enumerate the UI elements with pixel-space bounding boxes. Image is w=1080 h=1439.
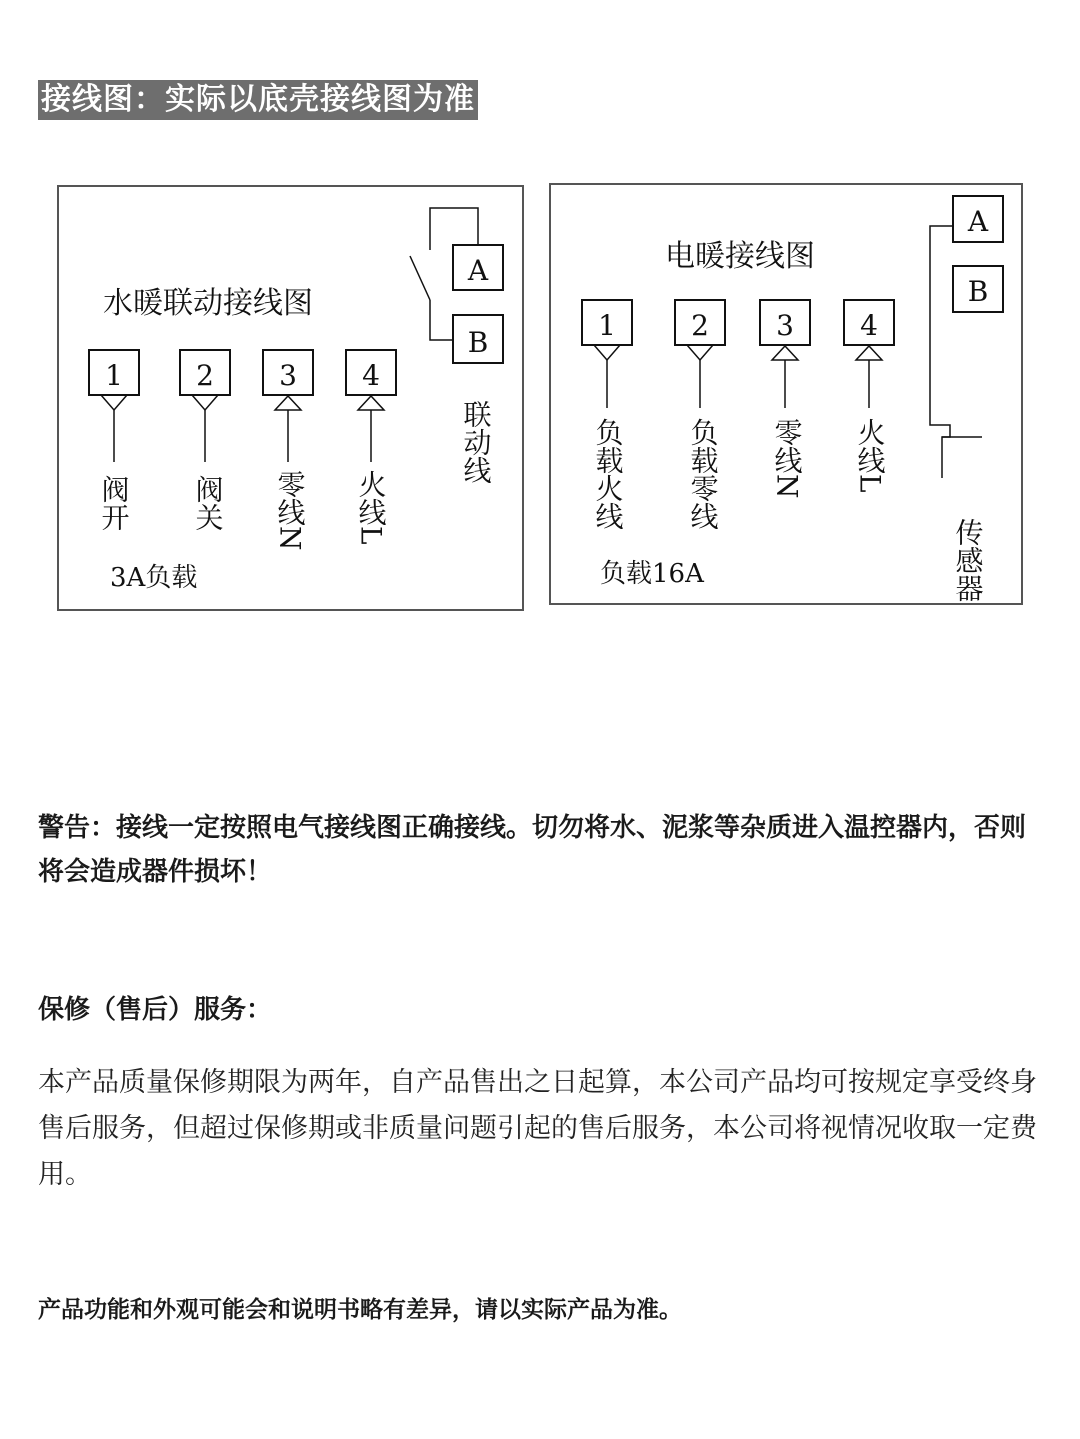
right-terminal-1 — [582, 300, 632, 408]
right-diagram-title: 电暖接线图 — [665, 239, 815, 274]
right-terminal-2 — [675, 300, 725, 408]
left-terminal-3 — [263, 350, 313, 462]
warranty-title: 保修（售后）服务： — [38, 995, 273, 1025]
svg-text:B: B — [967, 275, 989, 308]
left-label-valve-open: 阀开 — [97, 475, 131, 531]
svg-text:1: 1 — [105, 359, 123, 392]
right-label-live: 火线L — [853, 418, 887, 493]
left-load-label: 3A负载 — [110, 563, 198, 593]
footer-note: 产品功能和外观可能会和说明书略有差异，请以实际产品为准。 — [38, 1297, 682, 1323]
left-terminal-4 — [346, 350, 396, 462]
svg-text:B: B — [467, 326, 489, 359]
sensor-probe-icon — [930, 226, 982, 478]
wiring-diagrams — [0, 0, 1080, 640]
right-sensor-terminal-b — [953, 266, 1003, 312]
left-terminal-1 — [89, 350, 139, 462]
svg-text:2: 2 — [196, 359, 214, 392]
page-heading: 接线图：实际以底壳接线图为准 — [38, 80, 478, 120]
right-label-load-neutral: 负载零线 — [686, 418, 720, 530]
svg-text:2: 2 — [691, 309, 709, 342]
left-diagram-title: 水暖联动接线图 — [103, 286, 313, 321]
right-wiring-diagram — [550, 184, 1022, 604]
svg-text:4: 4 — [860, 309, 878, 342]
warranty-body: 本产品质量保修期限为两年，自产品售出之日起算，本公司产品均可按规定享受终身售后服务，但超过保修期或非质量问题引起的售后服务，本公司将视情况收取一定费用。 — [38, 1067, 1037, 1190]
right-sensor-terminal-a — [953, 196, 1003, 242]
svg-text:A: A — [467, 254, 489, 287]
svg-text:A: A — [967, 205, 989, 238]
left-label-valve-close: 阀关 — [191, 475, 225, 531]
svg-text:3: 3 — [776, 309, 794, 342]
left-link-label: 联动线 — [459, 400, 493, 484]
svg-text:3: 3 — [279, 359, 297, 392]
warning-text: 警告：接线一定按照电气接线图正确接线。切勿将水、泥浆等杂质进入温控器内，否则将会造成器件损坏！ — [38, 813, 1027, 887]
right-terminal-4 — [844, 300, 894, 408]
left-terminal-2 — [180, 350, 230, 462]
right-label-load-live: 负载火线 — [591, 418, 625, 530]
right-load-label: 负载16A — [600, 559, 704, 589]
left-wiring-diagram — [58, 186, 523, 610]
right-label-neutral: 零线N — [770, 418, 804, 499]
left-label-neutral: 零线N — [273, 470, 307, 551]
svg-text:1: 1 — [598, 309, 616, 342]
right-terminal-3 — [760, 300, 810, 408]
left-label-live: 火线L — [354, 470, 388, 545]
left-link-terminal-b — [453, 315, 503, 363]
left-link-terminal-a — [453, 245, 503, 290]
svg-text:4: 4 — [362, 359, 380, 392]
right-sensor-label: 传感器 — [951, 518, 985, 602]
